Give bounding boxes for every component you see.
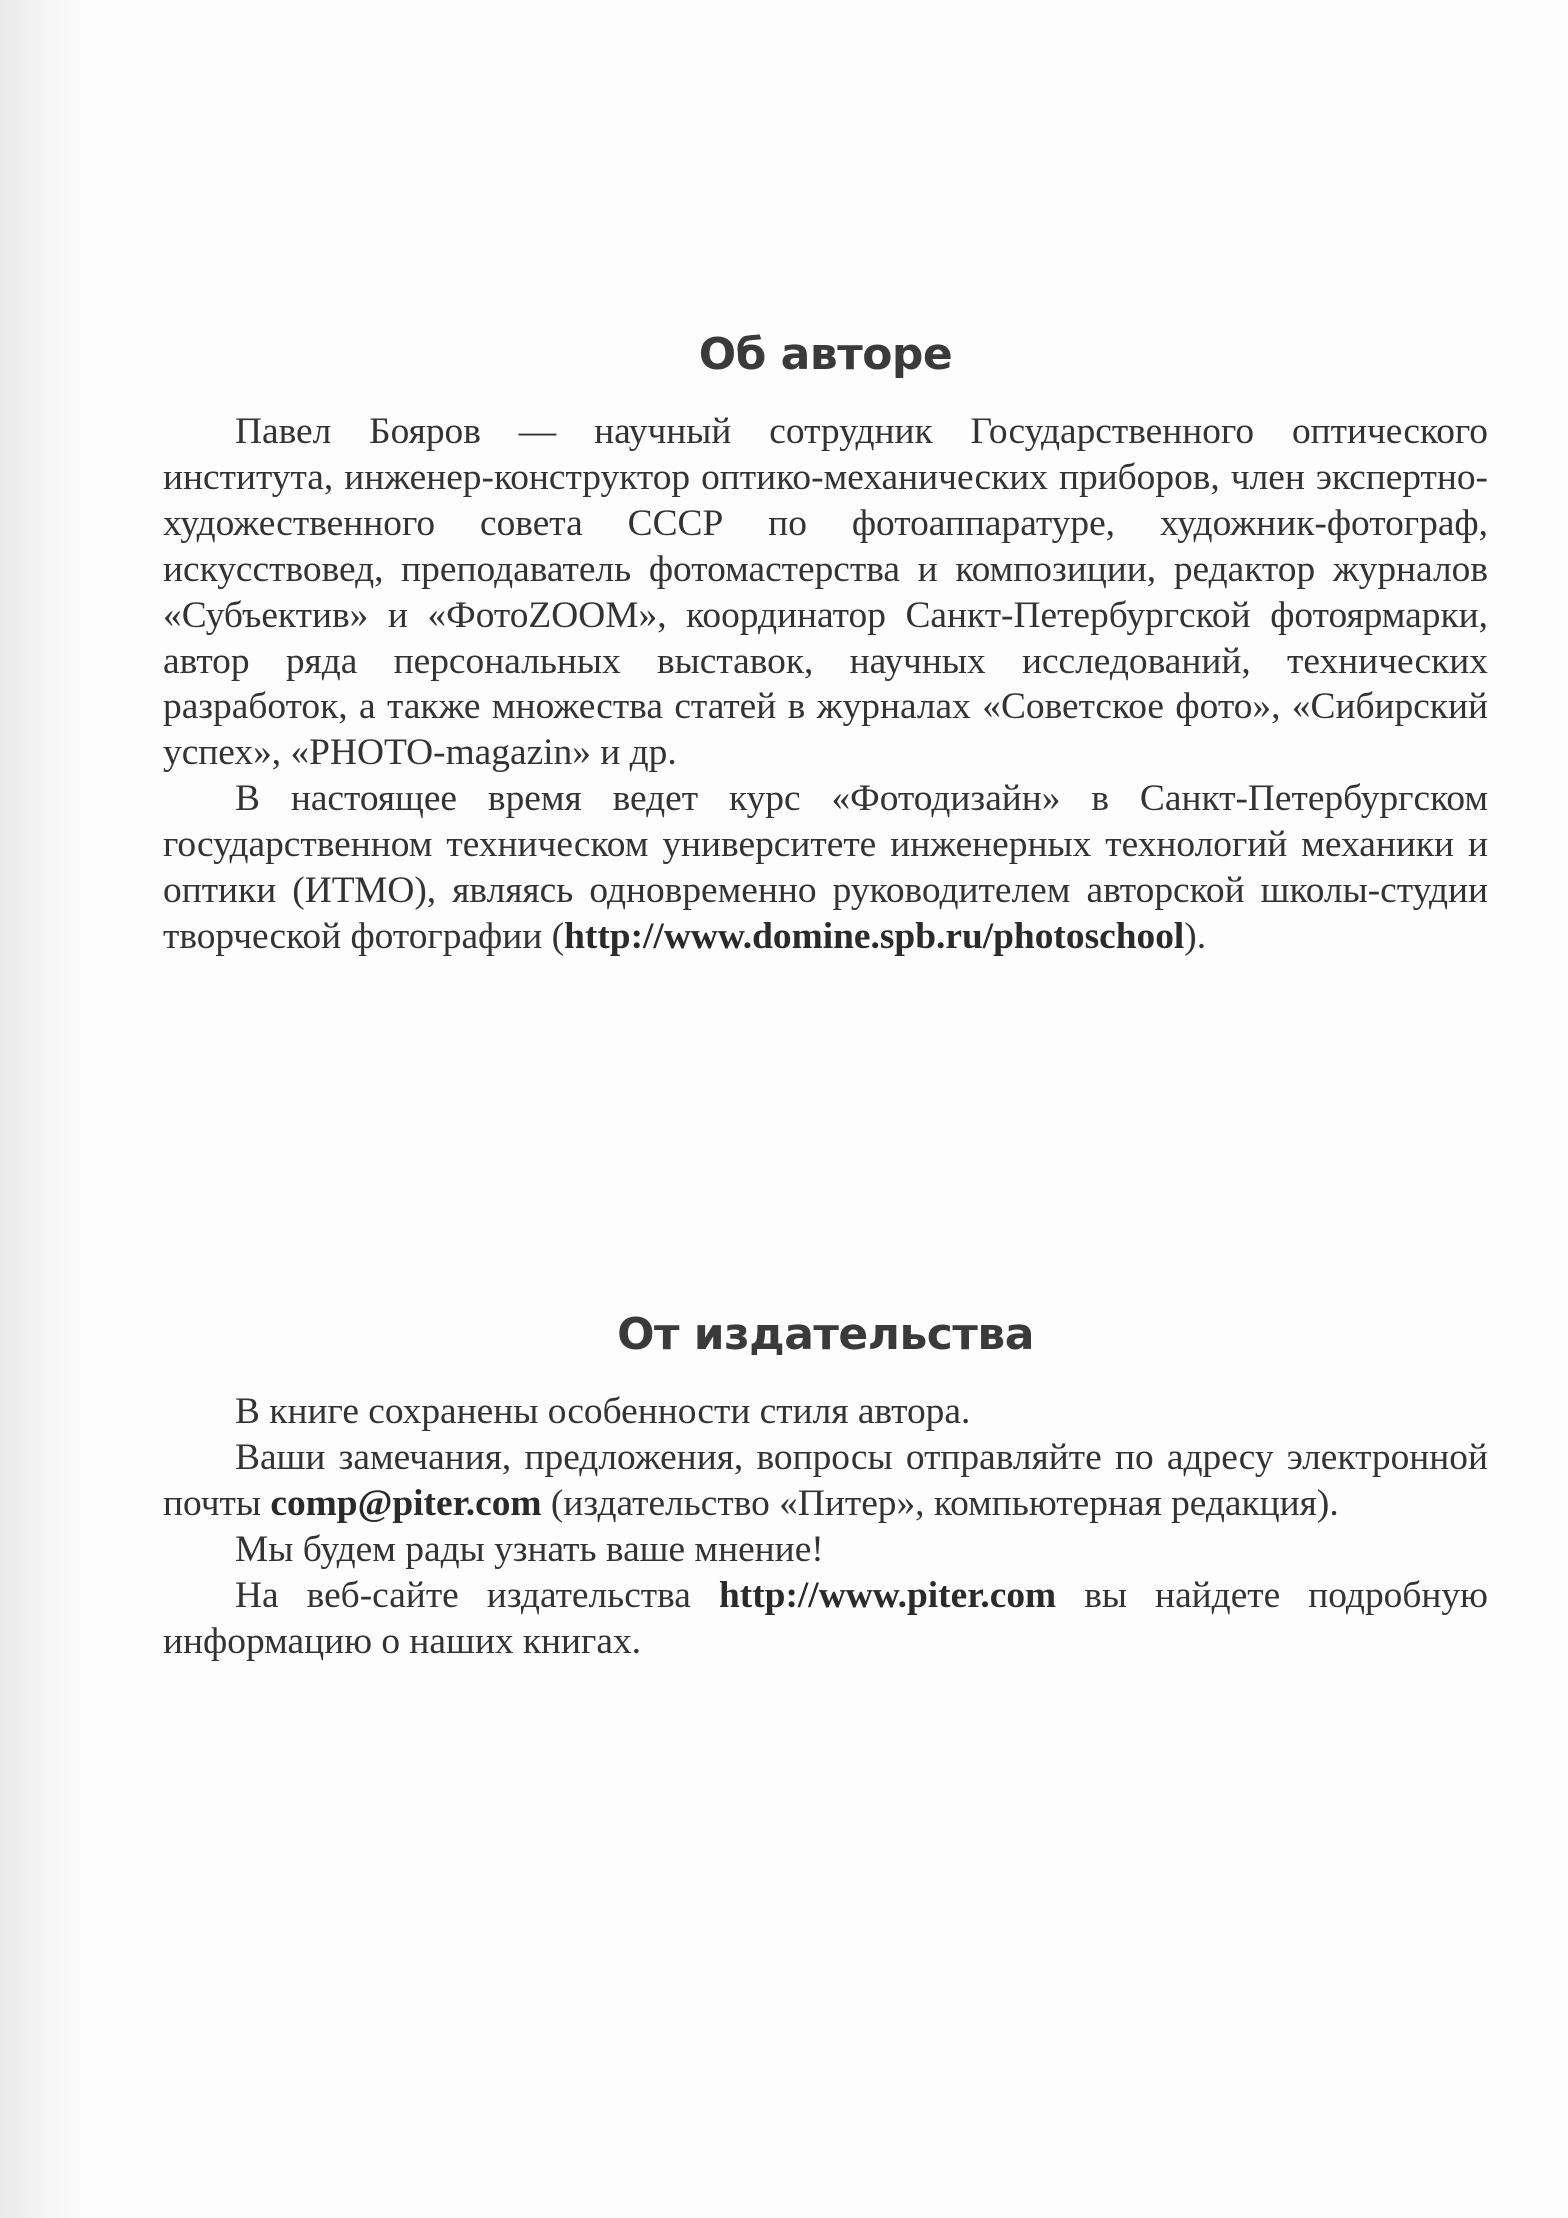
- website-end: вы найдете подробную информацию о наших книгах.: [163, 1574, 1488, 1662]
- website-text: На веб-сайте издательства: [235, 1574, 719, 1616]
- about-author-section: [163, 325, 1488, 960]
- publisher-email-link[interactable]: comp@piter.com: [270, 1482, 542, 1524]
- opinion-paragraph: Мы будем рады узнать ваше мнение!: [235, 1528, 824, 1570]
- feedback-end: (издательство «Питер», компьютерная редакция).: [541, 1482, 1339, 1524]
- photoschool-link[interactable]: http://www.domine.spb.ru/photoschool: [564, 915, 1185, 957]
- author-course-text: В настоящее время ведет курс «Фотодизайн» в Санкт-Петербургском государственном техническом университете инженерных технологий механики и оптики (ИТМО), являясь одновременно руководителем авторской школы-студии творческой фотографии (: [163, 778, 1488, 957]
- scan-gutter-shadow: [0, 0, 90, 2218]
- from-publisher-section: [163, 1305, 1488, 1664]
- website-paragraph: [163, 1573, 1488, 1665]
- author-bio-paragraph: Павел Бояров — научный сотрудник Государственного оптического института, инженер-конструктор оптико-механических приборов, член экспертно-художественного совета СССР по фотоаппаратуре, художник-фотограф, искусствовед, преподаватель фотомастерства и композиции, редактор журналов «Субъектив» и «ФотоZOOM», координатор Санкт-Петербургской фотоярмарки, автор ряда персональных выставок, научных исследований, технических разработок, а также множества статей в журналах «Советское фото», «Сибирский успех», «PHOTO-magazin» и др.: [163, 411, 1488, 774]
- from-publisher-heading: От издательства: [617, 1309, 1034, 1360]
- author-course-paragraph: [163, 776, 1488, 960]
- feedback-text: Ваши замечания, предложения, вопросы отправляйте по адресу электронной почты: [163, 1436, 1488, 1524]
- about-author-heading: Об авторе: [698, 329, 953, 380]
- author-course-end: ).: [1184, 915, 1207, 957]
- publisher-website-link[interactable]: http://www.piter.com: [718, 1574, 1057, 1616]
- feedback-paragraph: [163, 1435, 1488, 1527]
- style-note-paragraph: В книге сохранены особенности стиля автора.: [235, 1391, 971, 1432]
